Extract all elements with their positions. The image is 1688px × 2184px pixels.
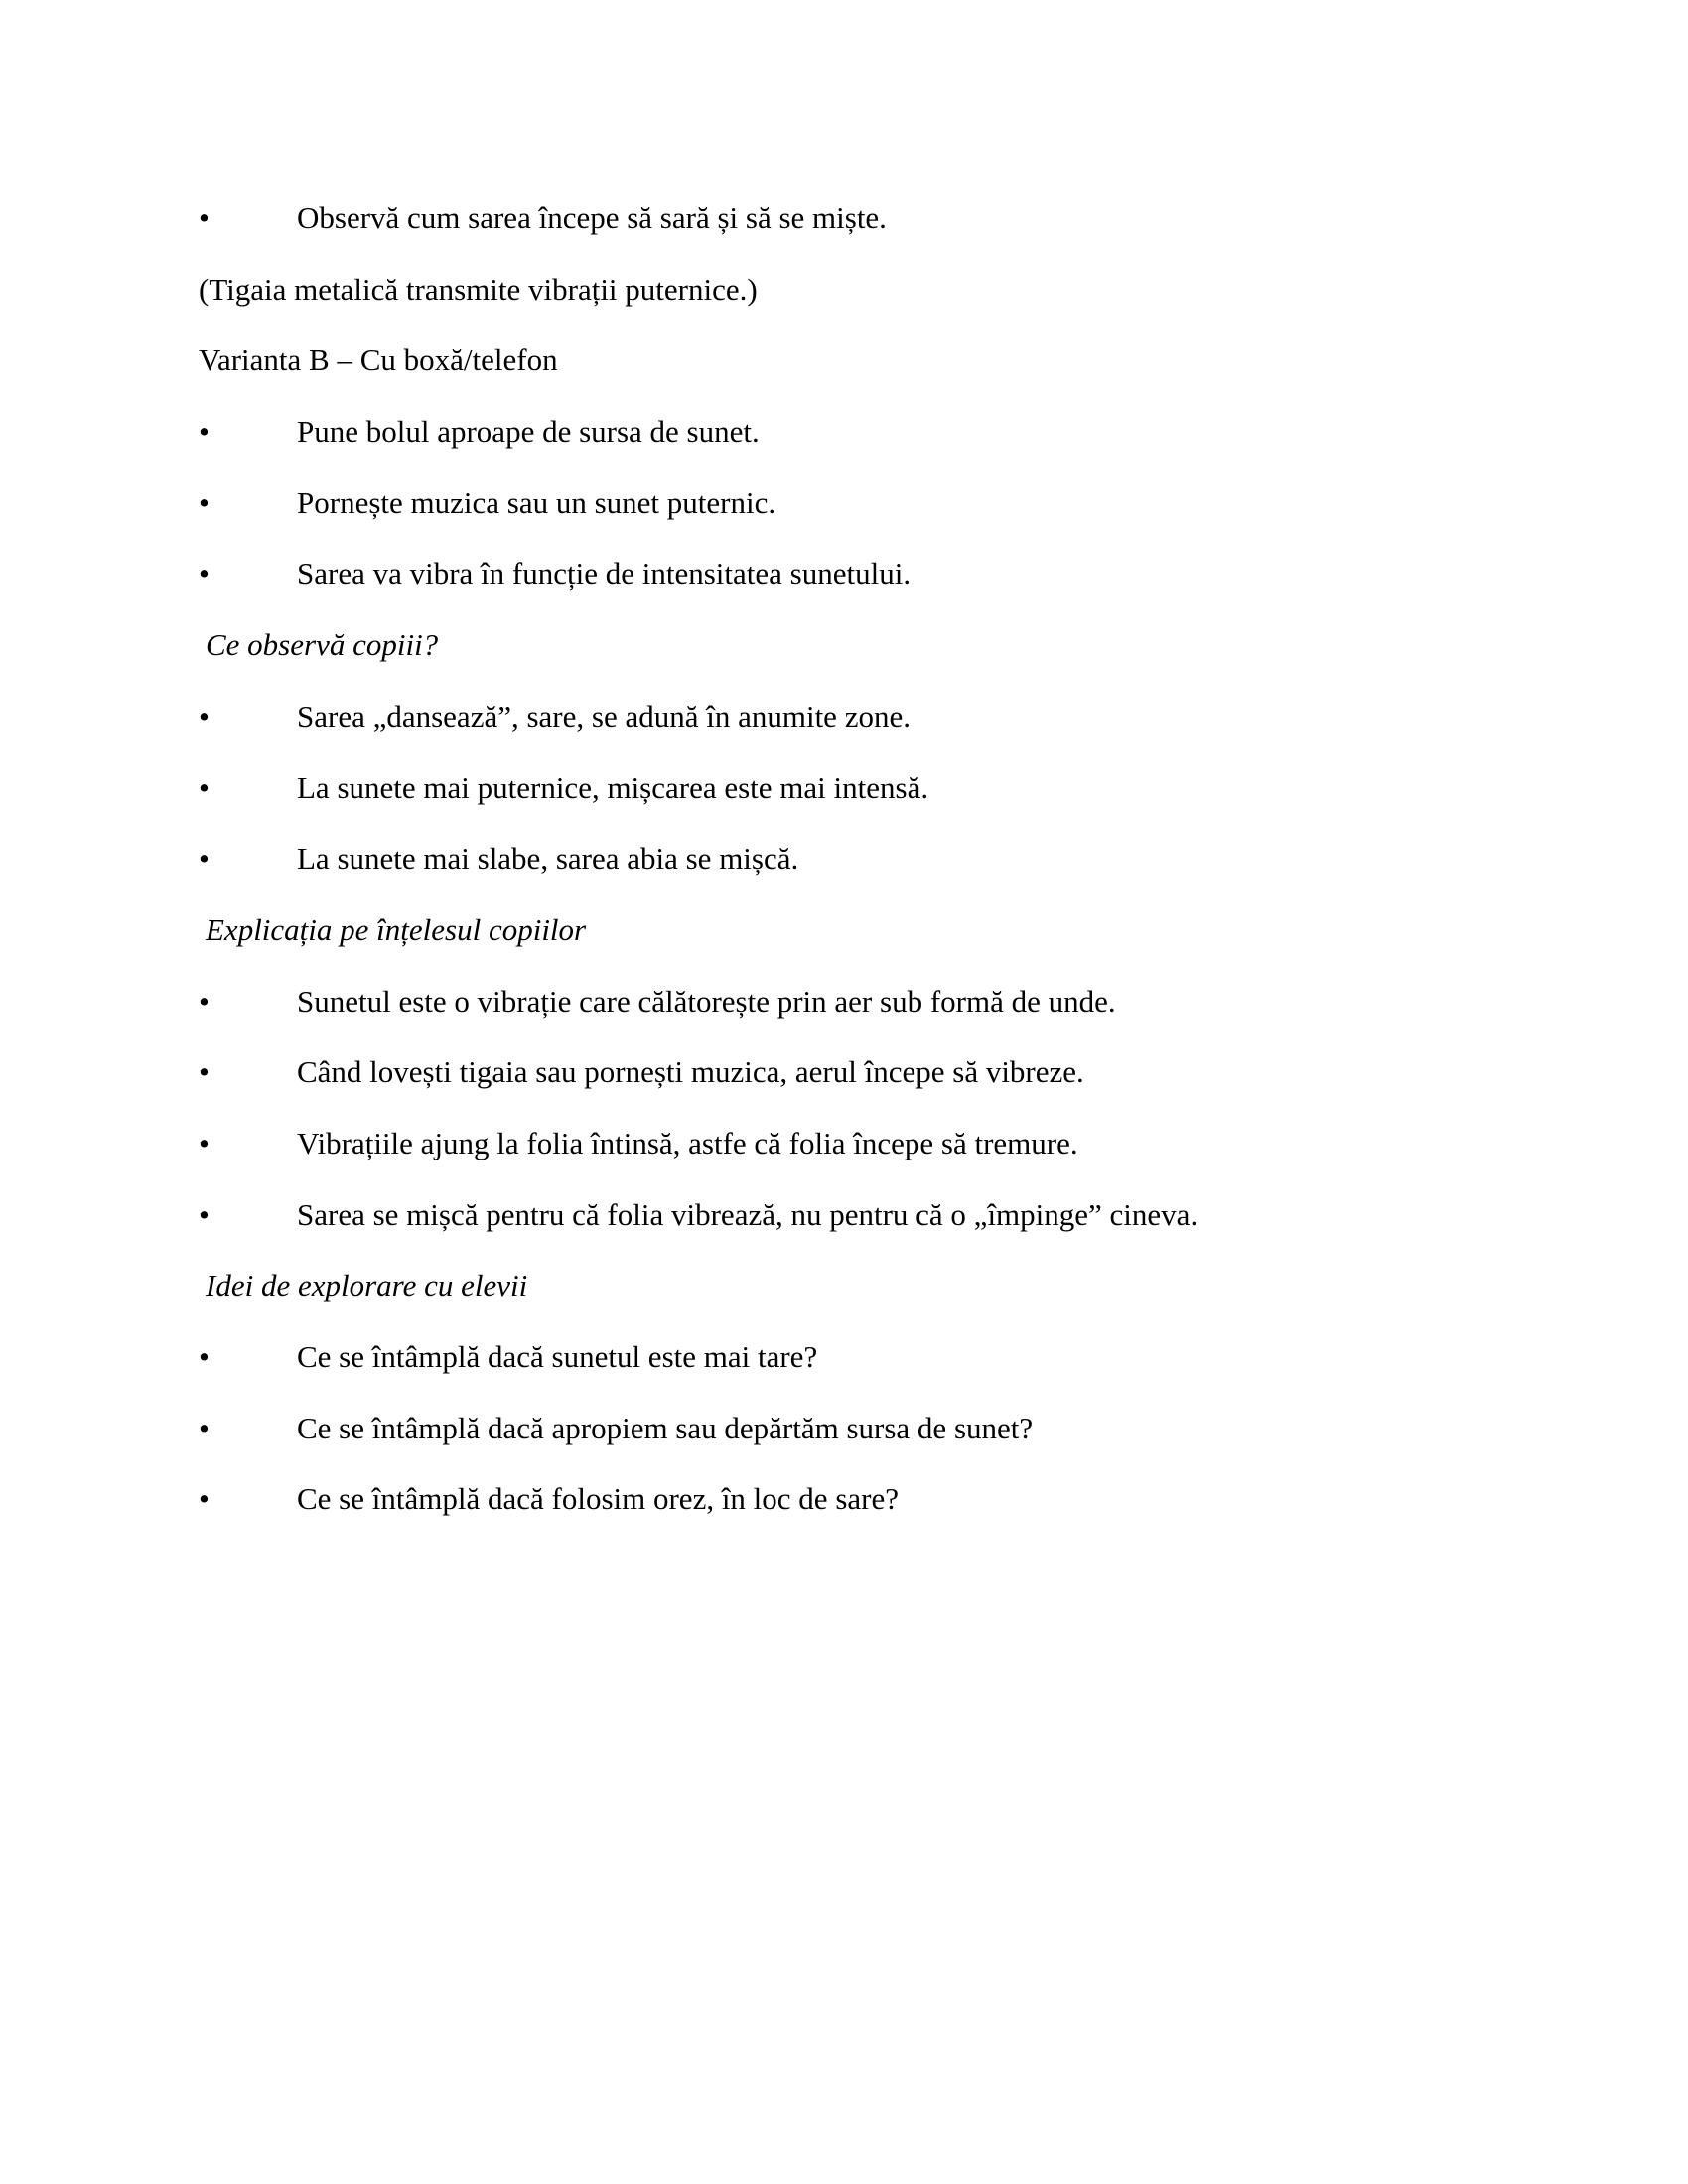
line-text: Ce se întâmplă dacă apropiem sau depărtăm sursa de sunet? bbox=[297, 1410, 1034, 1445]
paragraph-line bbox=[199, 339, 1489, 410]
line-text: Varianta B – Cu boxă/telefon bbox=[199, 342, 558, 378]
line-text: Sunetul este o vibrație care călătorește prin aer sub formă de unde. bbox=[297, 983, 1116, 1019]
bullet-glyph: • bbox=[199, 698, 210, 734]
line-text: La sunete mai puternice, mișcarea este mai intensă. bbox=[297, 769, 929, 805]
line-text: Observă cum sarea începe să sară și să se miște. bbox=[297, 201, 887, 235]
bullet-list-item bbox=[199, 1335, 1489, 1407]
section-subheading bbox=[199, 623, 1489, 695]
bullet-list-item bbox=[199, 1477, 1489, 1549]
line-text: Sarea se mișcă pentru că folia vibrează, nu pentru că o „împinge” cineva. bbox=[297, 1196, 1198, 1232]
bullet-glyph: • bbox=[199, 556, 210, 592]
bullet-glyph: • bbox=[199, 414, 210, 450]
line-text: (Tigaia metalică transmite vibrații puternice.) bbox=[199, 271, 758, 307]
bullet-glyph: • bbox=[199, 1339, 210, 1374]
bullet-list-item bbox=[199, 695, 1489, 766]
line-text: Când lovești tigaia sau pornești muzica, aerul începe să vibreze. bbox=[297, 1054, 1084, 1090]
bullet-glyph: • bbox=[199, 983, 210, 1019]
subheading-text: Idei de explorare cu elevii bbox=[206, 1268, 528, 1303]
section-subheading bbox=[199, 908, 1489, 980]
section-subheading bbox=[199, 1264, 1489, 1335]
bullet-list-item bbox=[199, 837, 1489, 908]
line-text: Sarea „dansează”, sare, se adună în anumite zone. bbox=[297, 698, 911, 734]
bullet-list-item bbox=[199, 410, 1489, 481]
bullet-list-item bbox=[199, 552, 1489, 623]
line-text: Vibrațiile ajung la folia întinsă, astfe că folia începe să tremure. bbox=[297, 1125, 1078, 1160]
line-text: Sarea va vibra în funcție de intensitatea sunetului. bbox=[297, 556, 912, 592]
line-text: Pornește muzica sau un sunet puternic. bbox=[297, 484, 776, 520]
bullet-list-item bbox=[199, 1122, 1489, 1193]
bullet-glyph: • bbox=[199, 201, 210, 235]
line-text: Pune bolul aproape de sursa de sunet. bbox=[297, 414, 760, 450]
bullet-glyph: • bbox=[199, 1196, 210, 1232]
line-text: Ce se întâmplă dacă folosim orez, în loc de sare? bbox=[297, 1481, 899, 1517]
bullet-glyph: • bbox=[199, 1054, 210, 1090]
bullet-list-item bbox=[199, 1050, 1489, 1122]
subheading-text: Explicația pe înțelesul copiilor bbox=[206, 911, 587, 947]
bullet-glyph: • bbox=[199, 484, 210, 520]
bullet-list-item bbox=[199, 197, 1489, 268]
bullet-glyph: • bbox=[199, 841, 210, 877]
line-text: Ce se întâmplă dacă sunetul este mai tare? bbox=[297, 1339, 818, 1374]
bullet-list-item bbox=[199, 1193, 1489, 1265]
bullet-list-item bbox=[199, 766, 1489, 838]
line-text: La sunete mai slabe, sarea abia se mișcă. bbox=[297, 841, 799, 877]
bullet-glyph: • bbox=[199, 1481, 210, 1517]
subheading-text: Ce observă copiii? bbox=[206, 627, 439, 663]
document-body bbox=[199, 197, 1489, 1549]
bullet-list-item bbox=[199, 980, 1489, 1051]
bullet-list-item bbox=[199, 481, 1489, 553]
bullet-glyph: • bbox=[199, 769, 210, 805]
bullet-glyph: • bbox=[199, 1125, 210, 1160]
bullet-glyph: • bbox=[199, 1410, 210, 1445]
paragraph-line bbox=[199, 268, 1489, 340]
bullet-list-item bbox=[199, 1407, 1489, 1478]
